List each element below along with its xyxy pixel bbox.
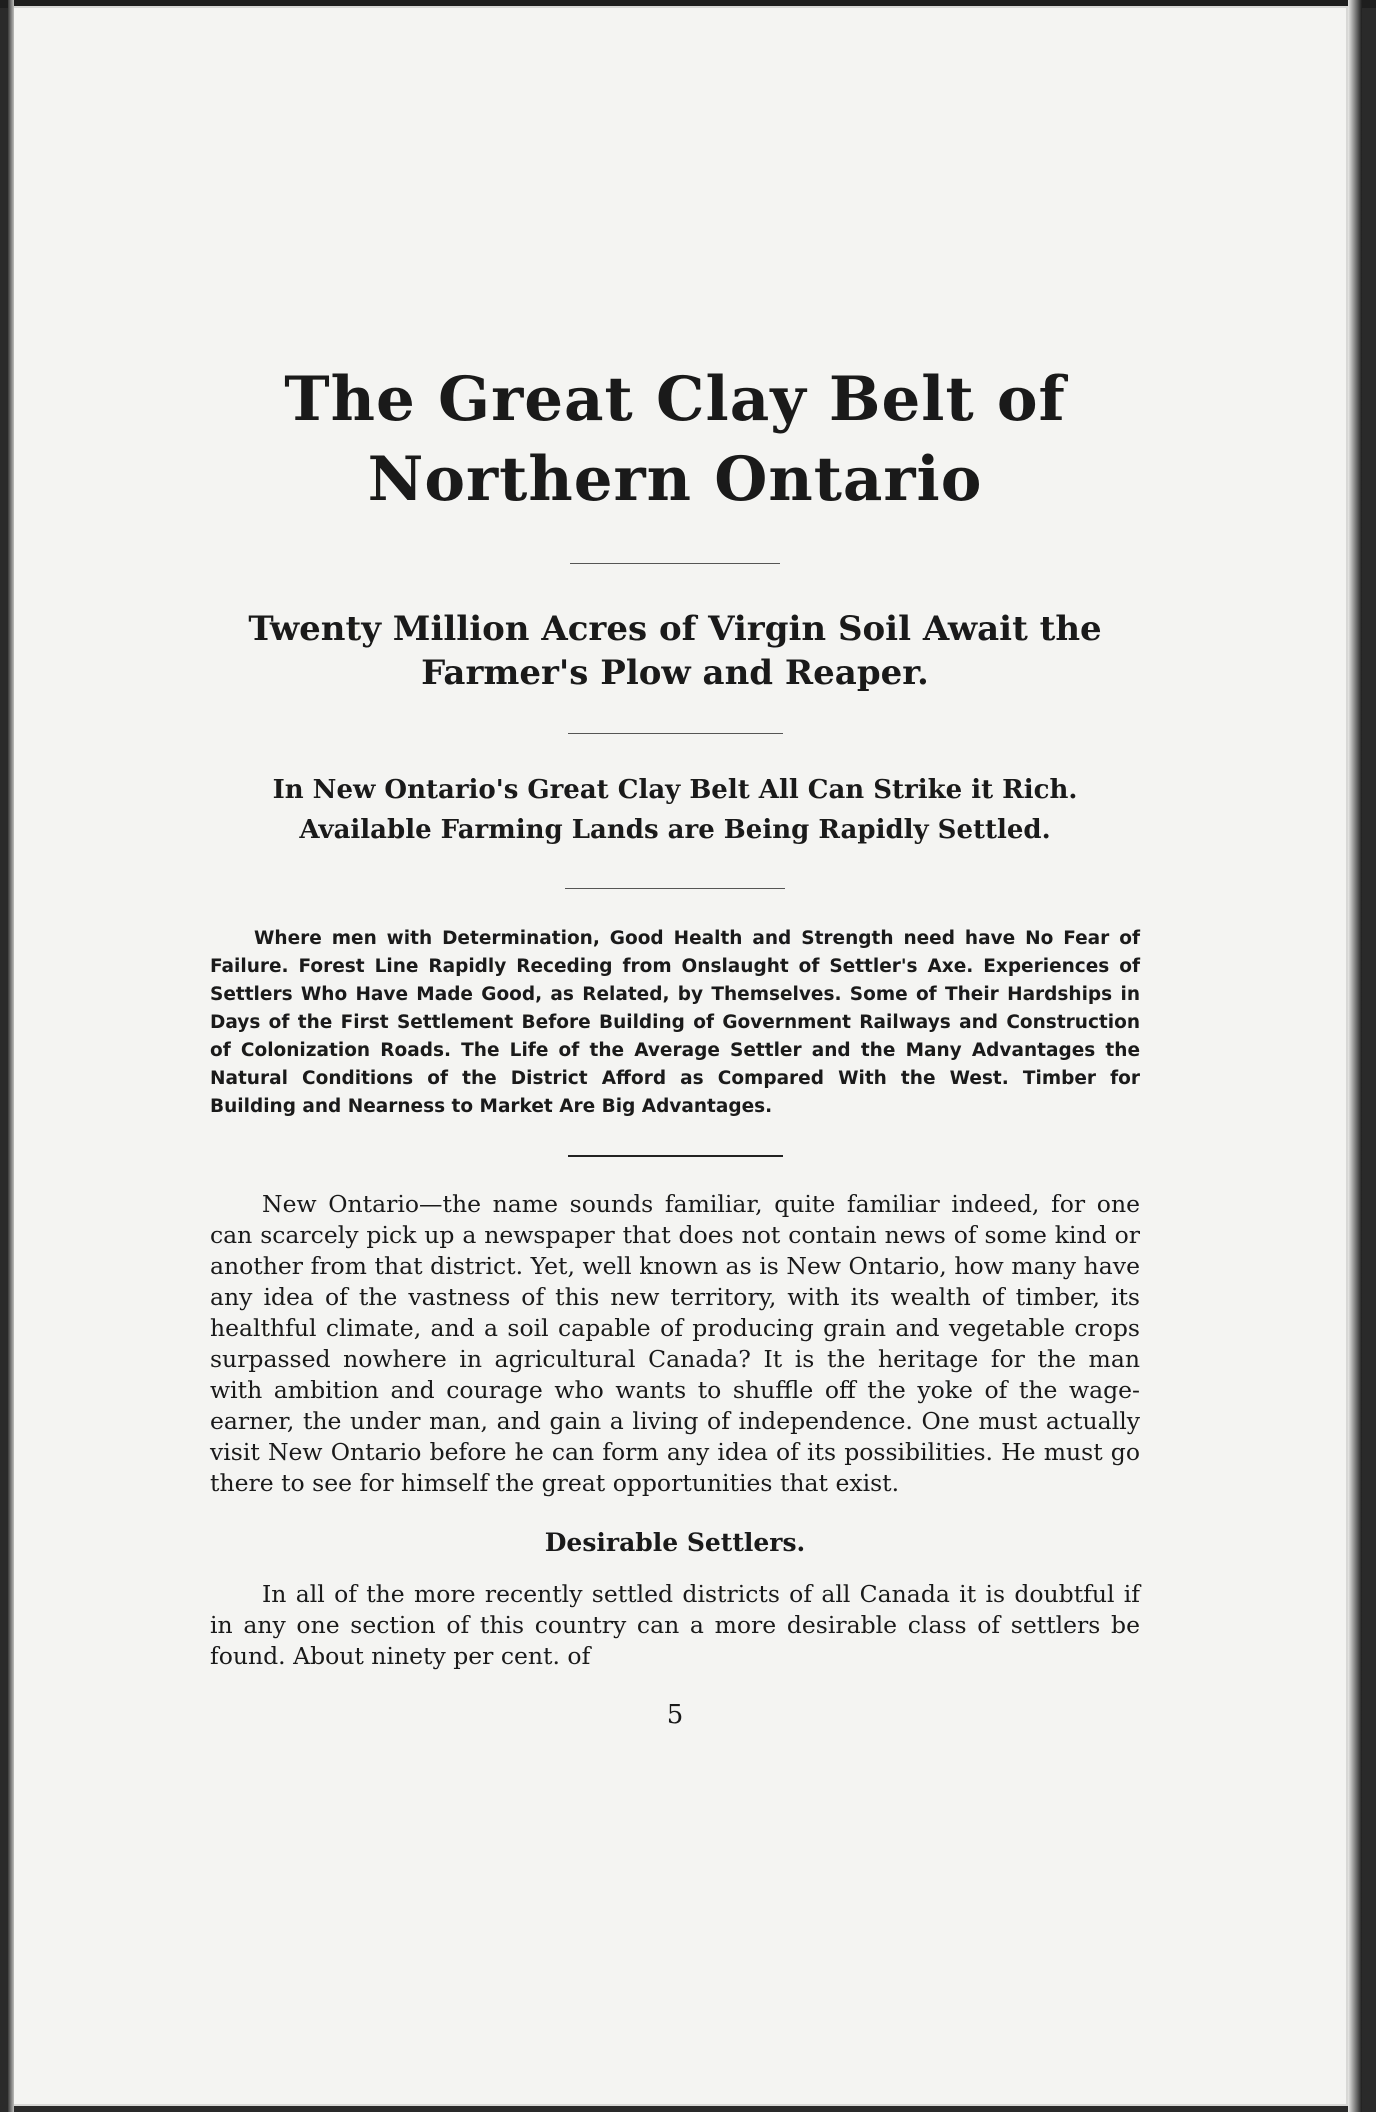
scan-edge-left: [8, 0, 14, 2112]
secondary-subtitle: [210, 770, 1140, 850]
page-title: [210, 360, 1140, 520]
section-heading: Desirable Settlers.: [544, 1528, 806, 1557]
divider-rule: [568, 733, 783, 734]
divider-rule: [568, 1155, 783, 1157]
page-number: 5: [666, 1700, 684, 1730]
chapter-summary: Where men with Determination, Good Health and Strength need have No Fear of Failure. Forest Line Rapidly Receding from Onslaught of Settler's Axe. Experiences of Settlers Who Have Made Good, as Related, by Themselves. Some of Their Hardships in Days of the First Settlement Before Building of Government Railways and Construction of Colonization Roads. The Life of the Average Settler and the Many Advantages the Natural Conditions of the District Afford as Compared With the West. Timber for Building and Nearness to Market Are Big Advantages.: [210, 928, 1140, 1117]
divider-rule: [570, 563, 780, 564]
secondary-subtitle-line-2: Available Farming Lands are Being Rapidly Settled.: [299, 815, 1051, 845]
title-line-1: The Great Clay Belt of: [284, 364, 1066, 435]
body-paragraph: In all of the more recently settled districts of all Canada it is doubtful if in any one section of this country can a more desirable class of settlers be found. About ninety per cent. of: [210, 1580, 1140, 1670]
title-line-2: Northern Ontario: [367, 444, 983, 515]
divider-rule: [565, 888, 785, 889]
scan-edge-right: [1348, 0, 1362, 2112]
secondary-subtitle-line-1: In New Ontario's Great Clay Belt All Can Strike it Rich.: [272, 775, 1078, 805]
page-content: [210, 360, 1140, 1730]
subtitle: [210, 607, 1140, 695]
body-paragraph: New Ontario—the name sounds familiar, quite familiar indeed, for one can scarcely pick up a newspaper that does not contain news of some kind or another from that district. Yet, well known as is New Ontario, how many have any idea of the vastness of this new territory, with its wealth of timber, its healthful climate, and a soil capable of producing grain and vegetable crops surpassed nowhere in agricultural Canada? It is the heritage for the man with ambition and courage who wants to shuffle off the yoke of the wage-earner, the under man, and gain a living of independence. One must actually visit New Ontario before he can form any idea of its possibilities. He must go there to see for himself the great opportunities that exist.: [210, 1190, 1140, 1497]
subtitle-line-1: Twenty Million Acres of Virgin Soil Await the: [248, 609, 1102, 649]
subtitle-line-2: Farmer's Plow and Reaper.: [421, 653, 929, 693]
